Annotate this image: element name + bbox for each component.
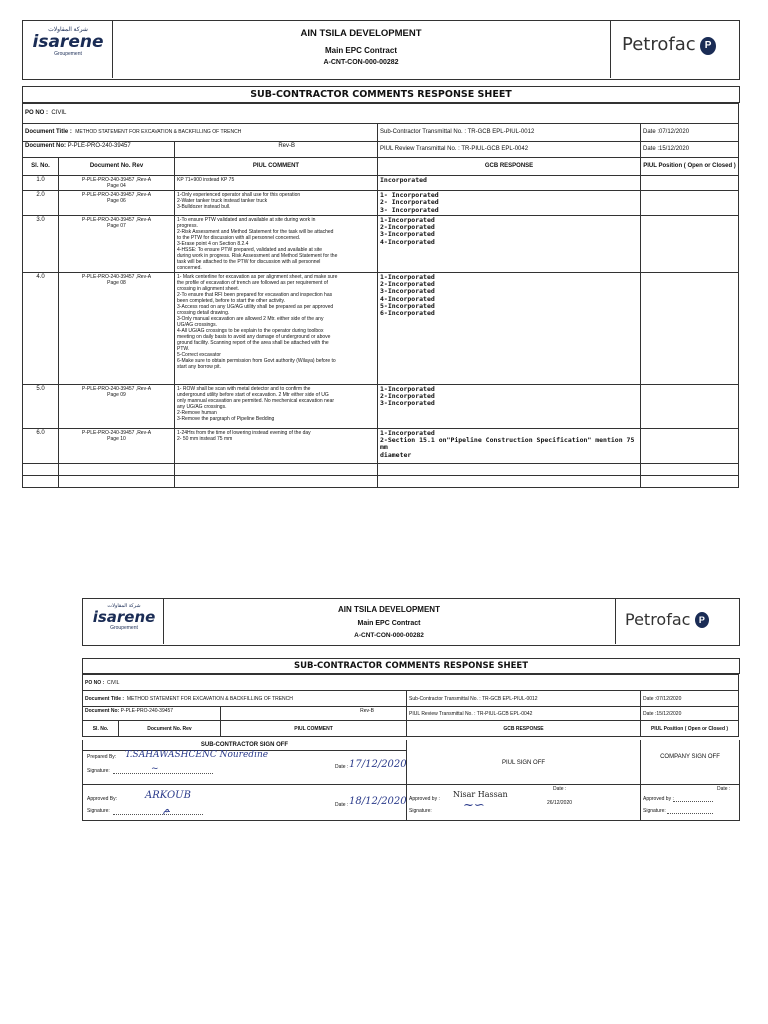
- approved-by-name: ARKOUB: [145, 790, 191, 801]
- piul-approved-label: Approved by :: [409, 796, 440, 802]
- col-position: PIUL Position ( Open or Closed ): [641, 158, 739, 176]
- contract-number: A-CNT-CON-000-00282: [323, 59, 399, 66]
- row-doc-page: Page 08: [107, 279, 126, 286]
- comment-line: PTW.: [177, 345, 190, 352]
- response-line: 3- Incorporated: [380, 205, 439, 214]
- comments-rows: [22, 175, 739, 488]
- col-position-2: PIUL Position ( Open or Closed ): [641, 721, 739, 737]
- response-line: 1-Incorporated: [380, 272, 435, 281]
- table-row: [23, 215, 739, 272]
- comment-line: 3-Remove the pargraph of Pipeline Bedding: [177, 415, 275, 422]
- comment-line: 2-Water tanker truck instead tanker truck: [177, 198, 268, 204]
- row-comment: [175, 191, 378, 216]
- col-comment-2: PIUL COMMENT: [221, 721, 407, 737]
- piul-signature-label: Signature:: [409, 808, 432, 814]
- comment-line: any UG/AG crossings.: [177, 403, 227, 410]
- row-sl: 6.0: [23, 428, 59, 463]
- comment-line: meeting on daily basis to avoid any damage of underground or above: [177, 333, 331, 340]
- response-line: 2-Section 15.1 on"Pipeline Construction Specification" mention 75 mm: [380, 436, 635, 452]
- prepared-by-label: Prepared By:: [87, 754, 117, 760]
- comment-line: ground facility. Scanning report of the area shall be attached with the: [177, 339, 329, 346]
- doc-no-cell: Document No: P-PLE-PRO-240-39457: [23, 142, 175, 158]
- sheet-title: SUB-CONTRACTOR COMMENTS RESPONSE SHEET: [22, 86, 740, 103]
- row-comment: [175, 272, 378, 384]
- table-row: [23, 272, 739, 384]
- company-signature-label: Signature:: [643, 808, 666, 814]
- piul-approved-name: Nisar Hassan: [453, 790, 508, 799]
- table-row: [23, 191, 739, 216]
- piul-date-label: Date :: [553, 786, 567, 792]
- comment-line: 2-To ensure that RFI been prepared for excavation and inspection has: [177, 291, 333, 298]
- row-response: [378, 272, 641, 384]
- comment-line: 2- 50 mm instead 75 mm: [177, 435, 233, 442]
- sheet-title-2: SUB-CONTRACTOR COMMENTS RESPONSE SHEET: [82, 658, 740, 674]
- row-response: [378, 215, 641, 272]
- piul-signoff-title: PIUL SIGN OFF: [501, 760, 546, 766]
- row-comment: [175, 384, 378, 428]
- comment-line: underground utility before start of excavation. 2 Mtr either side of UG: [177, 391, 329, 398]
- row-doc-page: Page 09: [107, 391, 126, 398]
- contract-title-2: Main EPC Contract: [357, 620, 421, 627]
- response-line: 5-Incorporated: [380, 302, 435, 311]
- row-sl: 2.0: [23, 191, 59, 216]
- row-doc-page: Page 04: [107, 183, 126, 189]
- comment-line: 3-Access road on any UG/AG utility shall be prepared as per approved: [177, 303, 334, 310]
- row-response: [378, 428, 641, 463]
- comment-line: during work in progress. Risk Assessment and Method Statement for the: [177, 252, 338, 259]
- company-signoff-title: COMPANY SIGN OFF: [660, 754, 720, 760]
- sub-transmittal: Sub-Contractor Transmittal No. : TR-GCB EPL-PIUL-0012: [378, 124, 641, 142]
- col-response: GCB RESPONSE: [378, 158, 641, 176]
- company-signature-line: [667, 813, 713, 814]
- row-position: [641, 272, 739, 384]
- signoff-block: [82, 740, 740, 821]
- company-date-label: Date :: [717, 786, 731, 792]
- response-line: 3-Incorporated: [380, 399, 435, 408]
- col-doc: Document No. Rev: [59, 158, 175, 176]
- table-row: [23, 384, 739, 428]
- signoff-table: [82, 674, 739, 737]
- isarene-logo-2: ﺷﺮﻛﺔ ﺍﻟﻤﻘﺎﻭﻻﺕ isarene Groupement: [92, 603, 156, 631]
- row-position: [641, 176, 739, 191]
- prepared-signature-label: Signature:: [87, 768, 110, 774]
- doc-title-cell-2: Document Title : METHOD STATEMENT FOR EXCAVATION & BACKFILLING OF TRENCH: [83, 691, 407, 707]
- row-sl: 4.0: [23, 272, 59, 384]
- date-submitted: Date :07/12/2020: [641, 124, 739, 142]
- comment-line: 6-Make sure to obtain permission from Govt authority (Wilaya) before to: [177, 357, 336, 364]
- response-line: 2-Incorporated: [380, 392, 435, 401]
- row-doc-number: P-PLE-PRO-240-39457 ,Rev-A: [81, 192, 152, 198]
- row-doc-page: Page 07: [107, 222, 126, 229]
- response-line: 4-Incorporated: [380, 294, 435, 303]
- sub-transmittal-2: Sub-Contractor Transmittal No. : TR-GCB EPL-PIUL-0012: [407, 691, 641, 707]
- comment-line: 1-Only experienced operator shall use for this operation: [177, 192, 301, 198]
- row-doc-number: P-PLE-PRO-240-39457 ,Rev-A: [81, 216, 152, 223]
- response-line: 1-Incorporated: [380, 384, 435, 393]
- company-approved-line: [673, 801, 713, 802]
- prepared-by-name: T.SAHAWASHCENC Nouredine: [125, 750, 269, 760]
- row-response: [378, 384, 641, 428]
- petrofac-drop-icon: P: [700, 37, 716, 55]
- response-line: 2-Incorporated: [380, 223, 435, 232]
- empty-cell: [378, 463, 641, 475]
- petrofac-drop-icon-2: P: [695, 612, 709, 628]
- approved-date: 18/12/2020: [349, 796, 407, 807]
- po-row-2: PO NO : CIVIL: [83, 675, 739, 691]
- response-line: 3-Incorporated: [380, 287, 435, 296]
- row-doc-page: Page 06: [107, 198, 126, 204]
- row-doc: [59, 215, 175, 272]
- col-comment: PIUL COMMENT: [175, 158, 378, 176]
- date-submitted-2: Date :07/12/2020: [641, 691, 739, 707]
- empty-cell: [378, 475, 641, 487]
- comment-line: 2-Risk Assessment and Method Statement for the task will be attached: [177, 228, 334, 235]
- comment-line: 1- ROW shall be scan with metal detector and to confirm the: [177, 385, 311, 392]
- table-row: [23, 176, 739, 191]
- response-line: 2- Incorporated: [380, 198, 439, 207]
- comment-line: task will be attached to the PTW for discussion with all personnel: [177, 258, 321, 265]
- empty-cell: [641, 475, 739, 487]
- response-line: 6-Incorporated: [380, 309, 435, 318]
- doc-no-cell-2: Document No: P-PLE-PRO-240-39457: [83, 707, 221, 721]
- response-line: Incorporated: [380, 176, 427, 184]
- col-doc-2: Document No. Rev: [119, 721, 221, 737]
- comment-line: 2-Remove human: [177, 409, 217, 416]
- piul-date: 26/12/2020: [547, 800, 573, 806]
- subcontractor-signoff-title: SUB-CONTRACTOR SIGN OFF: [200, 742, 289, 748]
- revision-2: Rev-B: [221, 707, 407, 721]
- comment-line: 1-To ensure PTW validated and available at site during work in: [177, 216, 316, 223]
- empty-cell: [23, 475, 59, 487]
- isarene-logo: ﺷﺮﻛﺔ ﺍﻟﻤﻘﺎﻭﻻﺕ isarene Groupement: [32, 27, 104, 57]
- comment-line: 1-24Hrs from the time of lowering instead evening of the day: [177, 429, 311, 436]
- response-line: 3-Incorporated: [380, 230, 435, 239]
- company-approved-label: Approved by :: [643, 796, 674, 802]
- prepared-date-label: Date :: [335, 764, 349, 770]
- empty-cell: [175, 475, 378, 487]
- comments-table: [22, 103, 739, 176]
- row-doc: [59, 191, 175, 216]
- empty-cell: [23, 463, 59, 475]
- row-sl: 3.0: [23, 215, 59, 272]
- comment-line: to the PTW for discussion with all personnel concerned.: [177, 234, 301, 241]
- project-title: AIN TSILA DEVELOPMENT: [300, 28, 422, 39]
- row-position: [641, 384, 739, 428]
- response-line: diameter: [380, 450, 412, 459]
- col-response-2: GCB RESPONSE: [407, 721, 641, 737]
- comment-line: crossing in alignment sheet.: [177, 285, 239, 292]
- row-doc-number: P-PLE-PRO-240-39457 ,Rev-A: [81, 177, 152, 183]
- empty-cell: [59, 475, 175, 487]
- approved-signature: ﻢ: [163, 804, 170, 815]
- comment-line: 3-Only manual excavation are allowed 2 Mtr. either side of the any: [177, 315, 324, 322]
- empty-cell: [59, 463, 175, 475]
- row-position: [641, 191, 739, 216]
- row-doc: [59, 428, 175, 463]
- col-sl: Sl. No.: [23, 158, 59, 176]
- petrofac-logo: Petrofac P: [622, 34, 732, 64]
- col-sl-2: Sl. No.: [83, 721, 119, 737]
- piul-signature: ~∽: [463, 798, 485, 813]
- response-line: 2-Incorporated: [380, 280, 435, 289]
- row-doc: [59, 272, 175, 384]
- empty-row: [23, 475, 739, 487]
- row-sl: 1.0: [23, 176, 59, 191]
- empty-cell: [175, 463, 378, 475]
- row-sl: 5.0: [23, 384, 59, 428]
- comment-line: been completed, before to start the other activity.: [177, 297, 286, 304]
- piul-transmittal-2: PIUL Review Transmittal No. : TR-PIUL-GCB EPL-0042: [407, 707, 641, 721]
- empty-row: [23, 463, 739, 475]
- prepared-date: 17/12/2020: [349, 759, 407, 770]
- comment-line: KP 71+900 instead KP 75: [177, 177, 235, 183]
- prepared-signature-line: [113, 773, 213, 774]
- comment-line: 5-Correct excavator: [177, 351, 221, 358]
- header-divider-right: [610, 20, 611, 78]
- comment-line: 3-Erase point 4 on Section 8.2.4: [177, 240, 249, 247]
- response-line: 1-Incorporated: [380, 215, 435, 224]
- row-comment: [175, 176, 378, 191]
- comment-line: progress.: [177, 222, 198, 229]
- row-doc-number: P-PLE-PRO-240-39457 ,Rev-A: [81, 273, 152, 280]
- row-comment: [175, 215, 378, 272]
- contract-title: Main EPC Contract: [324, 46, 397, 55]
- po-row: PO NO : CIVIL: [23, 104, 739, 124]
- comment-line: only mannual excavation are permited. No mechenical excavation near: [177, 397, 335, 404]
- comment-line: concerned.: [177, 264, 202, 271]
- row-doc-page: Page 10: [107, 435, 126, 442]
- row-comment: [175, 428, 378, 463]
- petrofac-logo-2: Petrofac P: [625, 610, 735, 636]
- row-response: [378, 191, 641, 216]
- response-line: 1- Incorporated: [380, 191, 439, 199]
- row-response: [378, 176, 641, 191]
- comment-line: 3-Bulldozer instead bull.: [177, 204, 231, 210]
- row-doc-number: P-PLE-PRO-240-39457 ,Rev-A: [81, 385, 152, 392]
- header-divider-right-2: [615, 598, 616, 644]
- row-doc: [59, 384, 175, 428]
- row-position: [641, 428, 739, 463]
- contract-number-2: A-CNT-CON-000-00282: [354, 632, 424, 639]
- signoff-divider-2: [640, 740, 641, 820]
- comment-line: the profile of excavation of trench are followed as per requirement of: [177, 279, 328, 286]
- comment-line: crossing detail drawing.: [177, 309, 230, 316]
- approved-signature-label: Signature:: [87, 808, 110, 814]
- page-1: [0, 0, 768, 500]
- comment-line: 4-All UG/AG crossings to be explain to the operator during toolbox: [177, 327, 324, 334]
- row-doc-number: P-PLE-PRO-240-39457 ,Rev-A: [81, 429, 152, 436]
- comment-line: start any borrow pit.: [177, 363, 221, 370]
- date-reviewed-2: Date :15/12/2020: [641, 707, 739, 721]
- row-doc: [59, 176, 175, 191]
- approved-date-label: Date :: [335, 802, 349, 808]
- signoff-row-divider: [83, 784, 739, 785]
- page-2: [0, 590, 768, 830]
- project-title-2: AIN TSILA DEVELOPMENT: [338, 605, 440, 614]
- comment-line: 1- Mark centerline for excavation as per alignment sheet, and make sure: [177, 273, 338, 280]
- comment-line: 4-HSSE: To ensure PTW prepared, validated and available at site: [177, 246, 322, 253]
- signoff-divider-1: [406, 740, 407, 820]
- table-row: [23, 428, 739, 463]
- prepared-signature: ~: [151, 764, 159, 774]
- comment-line: UG/AG crossings.: [177, 321, 218, 328]
- date-reviewed: Date :15/12/2020: [641, 142, 739, 158]
- response-line: 4-Incorporated: [380, 237, 435, 246]
- doc-title-cell: Document Title : METHOD STATEMENT FOR EXCAVATION & BACKFILLING OF TRENCH: [23, 124, 378, 142]
- row-position: [641, 215, 739, 272]
- empty-cell: [641, 463, 739, 475]
- response-line: 1-Incorporated: [380, 428, 435, 437]
- approved-signature-line: [113, 814, 203, 815]
- revision: Rev-B: [175, 142, 378, 158]
- piul-transmittal: PIUL Review Transmittal No. : TR-PIUL-GCB EPL-0042: [378, 142, 641, 158]
- approved-by-label: Approved By:: [87, 796, 118, 802]
